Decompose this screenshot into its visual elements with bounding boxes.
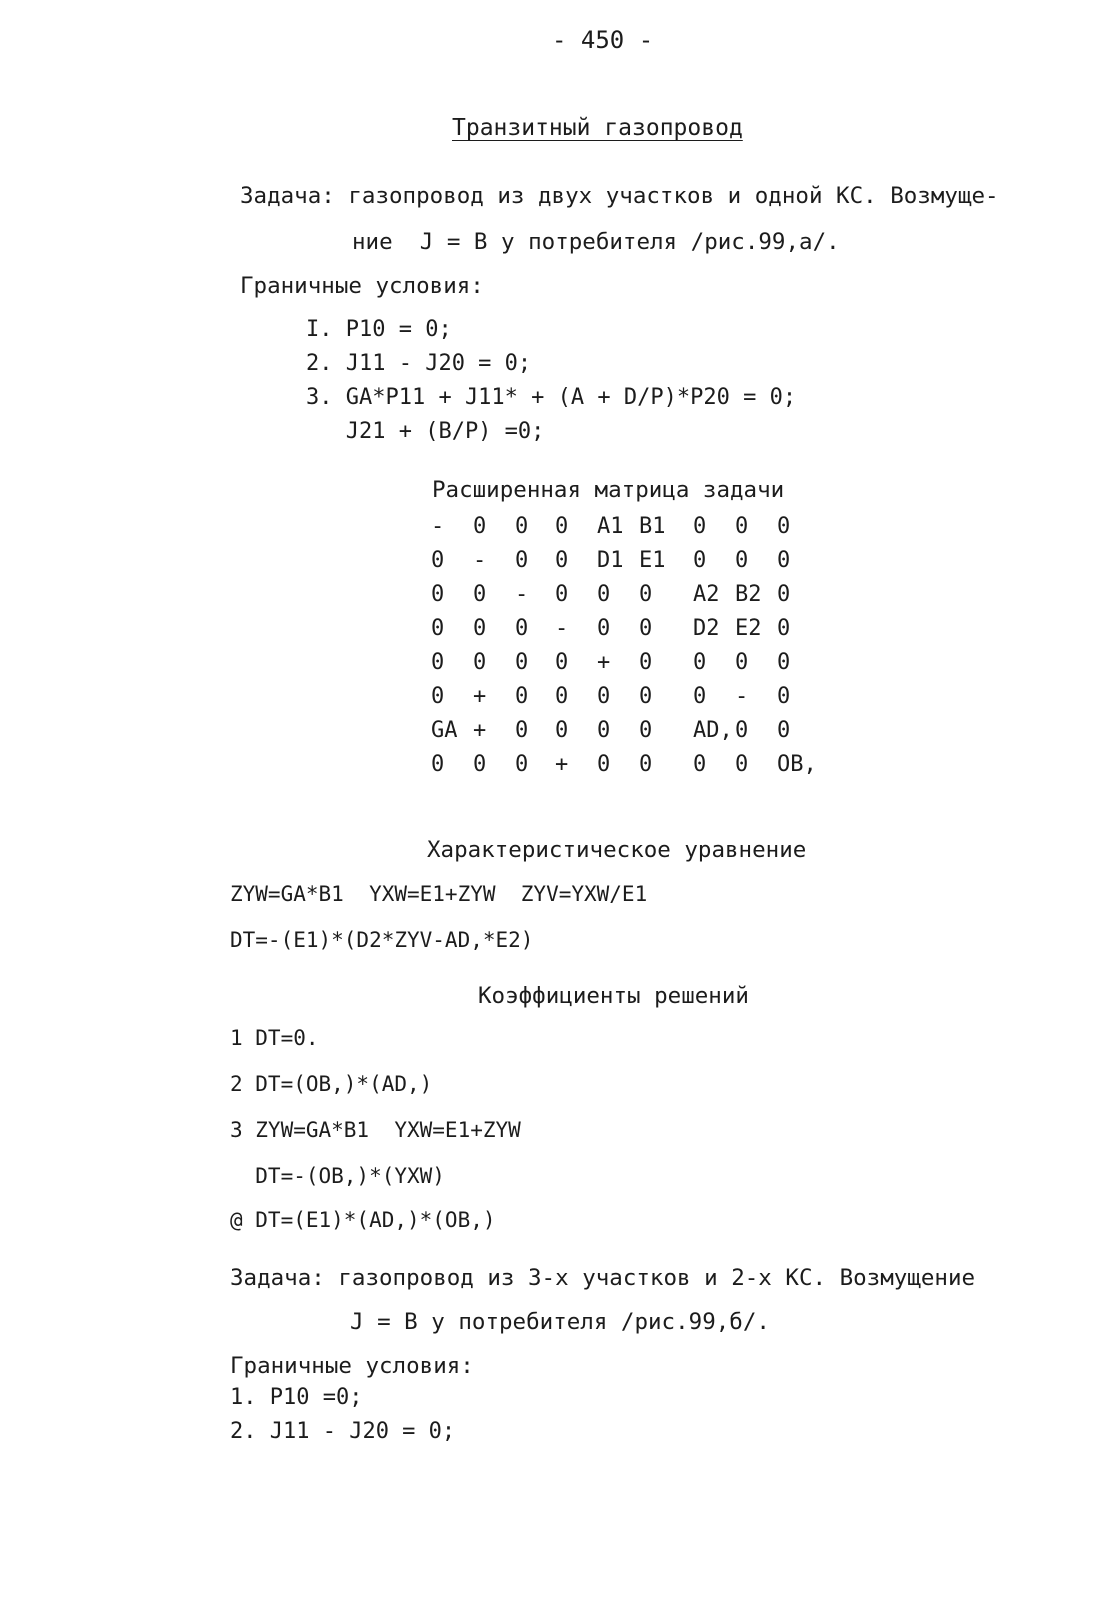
- task1-condition-2: 2. J11 - J20 = 0;: [306, 351, 532, 376]
- matrix-cell: D1: [597, 548, 624, 573]
- matrix-cell: B1: [639, 514, 666, 539]
- matrix-cell: A1: [597, 514, 624, 539]
- matrix-cell: -: [431, 514, 445, 539]
- matrix-cell: +: [597, 650, 611, 675]
- task2-line1: Задача: газопровод из 3-х участков и 2-х КС. Возмущение: [230, 1265, 976, 1291]
- matrix-cell: E1: [639, 548, 666, 573]
- matrix-cell: 0: [473, 514, 487, 539]
- matrix-cell: 0: [639, 616, 653, 641]
- matrix-cell: 0: [597, 616, 611, 641]
- coefficient-3-cont: DT=-(OB,)*(YXW): [230, 1164, 445, 1188]
- task1-line1: Задача: газопровод из двух участков и одной КС. Возмуще-: [240, 183, 999, 209]
- matrix-cell: 0: [777, 514, 791, 539]
- task1-line2: ние J = B у потребителя /рис.99,а/.: [352, 229, 840, 255]
- matrix-cell: 0: [597, 582, 611, 607]
- matrix-cell: 0: [473, 582, 487, 607]
- matrix-cell: 0: [431, 650, 445, 675]
- matrix-cell: 0: [639, 582, 653, 607]
- task1-boundary-heading: Граничные условия:: [240, 273, 484, 299]
- matrix-cell: 0: [515, 650, 529, 675]
- matrix-cell: A2: [693, 582, 720, 607]
- matrix-cell: -: [473, 548, 487, 573]
- task2-line2: J = B у потребителя /рис.99,б/.: [350, 1309, 770, 1335]
- matrix-cell: 0: [515, 548, 529, 573]
- matrix-cell: 0: [515, 514, 529, 539]
- matrix-cell: 0: [431, 684, 445, 709]
- matrix-cell: 0: [639, 684, 653, 709]
- matrix-cell: 0: [735, 548, 749, 573]
- matrix-cell: 0: [639, 752, 653, 777]
- matrix-cell: 0: [735, 650, 749, 675]
- matrix-cell: 0: [431, 616, 445, 641]
- matrix-cell: 0: [693, 752, 707, 777]
- matrix-cell: 0: [639, 718, 653, 743]
- matrix-cell: AD,: [693, 718, 733, 743]
- matrix-cell: -: [555, 616, 569, 641]
- matrix-cell: 0: [473, 616, 487, 641]
- matrix-row: [431, 581, 831, 611]
- matrix-cell: 0: [597, 718, 611, 743]
- characteristic-line1: ZYW=GA*B1 YXW=E1+ZYW ZYV=YXW/E1: [230, 882, 648, 906]
- task2-condition-1: 1. P10 =0;: [230, 1385, 363, 1410]
- page-title: Транзитный газопровод: [452, 115, 743, 141]
- matrix-cell: 0: [597, 684, 611, 709]
- matrix-cell: 0: [515, 752, 529, 777]
- matrix-cell: 0: [555, 582, 569, 607]
- matrix-cell: 0: [555, 684, 569, 709]
- matrix-cell: 0: [693, 514, 707, 539]
- matrix-cell: 0: [693, 548, 707, 573]
- matrix-row: [431, 547, 831, 577]
- matrix-cell: +: [473, 718, 487, 743]
- matrix-row: [431, 615, 831, 645]
- extended-matrix: [431, 513, 831, 783]
- matrix-cell: D2: [693, 616, 720, 641]
- task2-condition-2: 2. J11 - J20 = 0;: [230, 1419, 456, 1444]
- characteristic-heading: Характеристическое уравнение: [427, 837, 807, 863]
- coefficient-4: @ DT=(E1)*(AD,)*(OB,): [230, 1208, 496, 1232]
- matrix-cell: 0: [735, 752, 749, 777]
- matrix-row: [431, 751, 831, 781]
- matrix-heading: Расширенная матрица задачи: [432, 477, 785, 503]
- matrix-row: [431, 717, 831, 747]
- matrix-cell: 0: [693, 684, 707, 709]
- matrix-cell: 0: [777, 650, 791, 675]
- matrix-cell: 0: [555, 718, 569, 743]
- matrix-cell: 0: [777, 718, 791, 743]
- characteristic-line2: DT=-(E1)*(D2*ZYV-AD,*E2): [230, 928, 534, 952]
- matrix-cell: 0: [431, 548, 445, 573]
- task2-boundary-heading: Граничные условия:: [230, 1353, 474, 1379]
- matrix-cell: 0: [639, 650, 653, 675]
- coefficient-3: 3 ZYW=GA*B1 YXW=E1+ZYW: [230, 1118, 521, 1142]
- matrix-row: [431, 683, 831, 713]
- task1-condition-4: J21 + (B/P) =0;: [306, 419, 545, 444]
- matrix-cell: 0: [555, 650, 569, 675]
- matrix-cell: 0: [735, 514, 749, 539]
- matrix-cell: 0: [555, 514, 569, 539]
- matrix-cell: 0: [777, 548, 791, 573]
- matrix-row: [431, 513, 831, 543]
- matrix-cell: 0: [473, 650, 487, 675]
- matrix-cell: -: [735, 684, 749, 709]
- matrix-cell: 0: [693, 650, 707, 675]
- matrix-cell: -: [515, 582, 529, 607]
- matrix-cell: 0: [515, 718, 529, 743]
- matrix-cell: 0: [777, 684, 791, 709]
- matrix-cell: B2: [735, 582, 762, 607]
- matrix-cell: 0: [515, 616, 529, 641]
- matrix-cell: +: [473, 684, 487, 709]
- matrix-cell: +: [555, 752, 569, 777]
- matrix-cell: E2: [735, 616, 762, 641]
- matrix-cell: 0: [515, 684, 529, 709]
- matrix-cell: 0: [431, 752, 445, 777]
- page-number: - 450 -: [552, 26, 654, 54]
- task1-condition-3: 3. GA*P11 + J11* + (A + D/P)*P20 = 0;: [306, 385, 797, 410]
- matrix-row: [431, 649, 831, 679]
- matrix-cell: 0: [597, 752, 611, 777]
- matrix-cell: 0: [473, 752, 487, 777]
- task1-condition-1: I. P10 = 0;: [306, 317, 452, 342]
- matrix-cell: 0: [777, 616, 791, 641]
- matrix-cell: OB,: [777, 752, 817, 777]
- coefficients-heading: Коэффициенты решений: [478, 983, 749, 1009]
- matrix-cell: 0: [555, 548, 569, 573]
- coefficient-2: 2 DT=(OB,)*(AD,): [230, 1072, 433, 1096]
- matrix-cell: 0: [777, 582, 791, 607]
- matrix-cell: 0: [431, 582, 445, 607]
- coefficient-1: 1 DT=0.: [230, 1026, 319, 1050]
- matrix-cell: GA: [431, 718, 458, 743]
- matrix-cell: 0: [735, 718, 749, 743]
